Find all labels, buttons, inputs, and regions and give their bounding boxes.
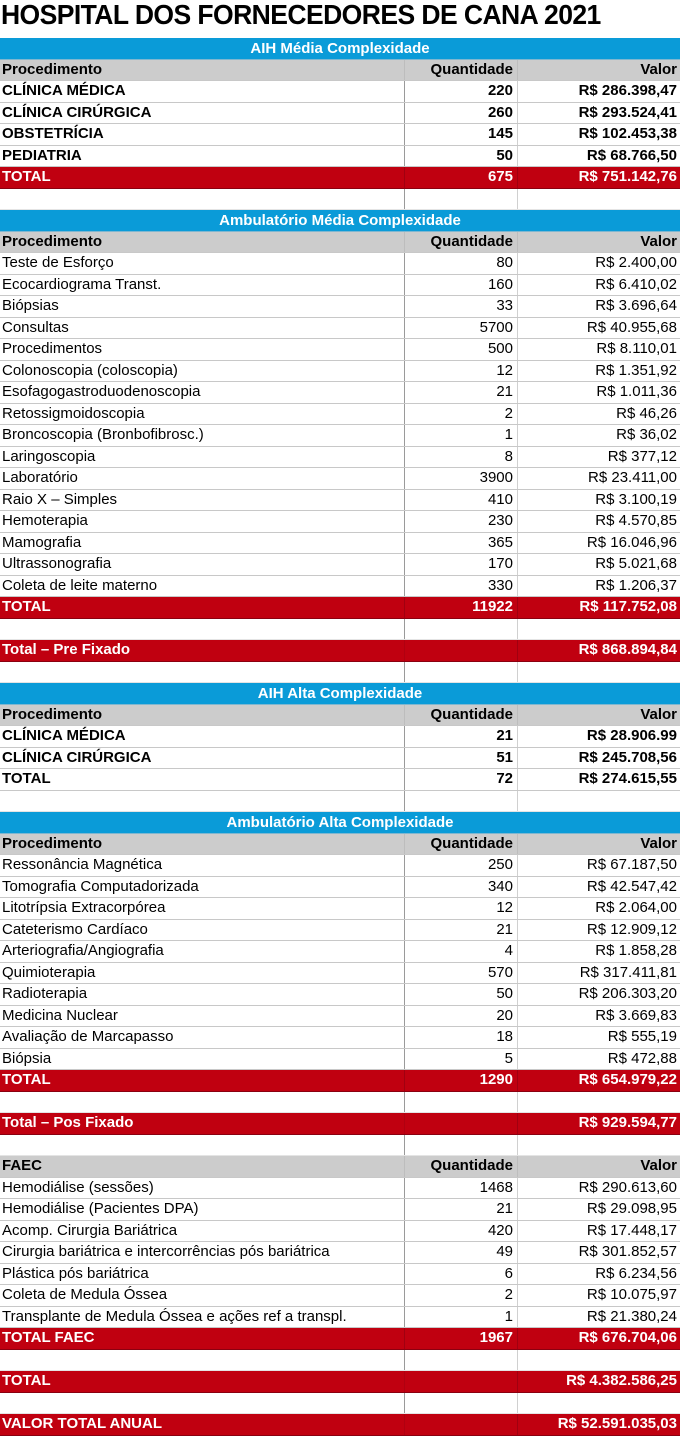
total-value: R$ 751.142,76: [578, 168, 677, 185]
column-header-quantidade: Quantidade: [405, 60, 518, 81]
total-value: R$ 868.894,84: [578, 641, 677, 658]
table-row[interactable]: [0, 425, 680, 447]
table-row[interactable]: [0, 920, 680, 942]
procedure-quantity: 365: [405, 533, 518, 554]
table-row[interactable]: [0, 81, 680, 103]
total-label: Total – Pre Fixado: [0, 640, 405, 661]
section-title-amb-media: Ambulatório Média Complexidade: [0, 210, 680, 232]
table-row[interactable]: [0, 1049, 680, 1071]
procedure-name: Coleta de leite materno: [0, 576, 405, 597]
table-row[interactable]: [0, 748, 680, 770]
column-header-quantidade: Quantidade: [405, 705, 518, 726]
column-header-row: [0, 834, 680, 856]
total-quantity: 1290: [405, 1070, 518, 1091]
table-row[interactable]: [0, 339, 680, 361]
procedure-name: Ressonância Magnética: [0, 855, 405, 876]
procedure-quantity: 340: [405, 877, 518, 898]
procedure-quantity: 145: [405, 124, 518, 145]
procedure-name: Laboratório: [0, 468, 405, 489]
total-label: TOTAL: [0, 1371, 405, 1392]
procedure-value: R$ 28.906.99: [586, 727, 677, 744]
procedure-value: R$ 3.100,19: [595, 490, 677, 508]
blank-cell: [405, 1135, 518, 1156]
procedure-name: Transplante de Medula Óssea e ações ref a transpl.: [0, 1307, 405, 1328]
procedure-value: R$ 8.110,01: [596, 340, 677, 357]
procedure-quantity: 51: [405, 748, 518, 769]
blank-cell: [405, 619, 518, 640]
procedure-name: Biópsia: [0, 1049, 405, 1070]
table-row[interactable]: [0, 941, 680, 963]
total-quantity-empty: [405, 1371, 518, 1392]
table-row[interactable]: [0, 963, 680, 985]
procedure-quantity: 160: [405, 275, 518, 296]
table-row[interactable]: [0, 1285, 680, 1307]
procedure-name: Coleta de Medula Óssea: [0, 1285, 405, 1306]
procedure-value: R$ 206.303,20: [578, 985, 677, 1002]
column-header-row: [0, 705, 680, 727]
table-row[interactable]: [0, 1027, 680, 1049]
procedure-value: R$ 23.411,00: [588, 469, 677, 486]
procedure-value: R$ 286.398,47: [578, 82, 677, 99]
total-pre-fixado-row: [0, 640, 680, 662]
total-quantity: 1967: [405, 1328, 518, 1349]
procedure-value: R$ 3.669,83: [595, 1006, 677, 1024]
procedure-name: OBSTETRÍCIA: [0, 124, 405, 145]
total-row-amb-media: [0, 597, 680, 619]
procedure-quantity: 1: [405, 425, 518, 446]
table-row[interactable]: [0, 1006, 680, 1028]
procedure-value: R$ 301.852,57: [578, 1243, 677, 1260]
procedure-quantity: 410: [405, 490, 518, 511]
procedure-name: Arteriografia/Angiografia: [0, 941, 405, 962]
total-label: TOTAL FAEC: [0, 1328, 405, 1349]
procedure-value: R$ 21.380,24: [586, 1307, 677, 1325]
spreadsheet-table: [0, 38, 680, 1436]
table-row[interactable]: [0, 275, 680, 297]
total-label: TOTAL: [0, 1070, 405, 1091]
procedure-value: R$ 10.075,97: [586, 1286, 677, 1303]
procedure-name: CLÍNICA CIRÚRGICA: [0, 103, 405, 124]
table-row[interactable]: [0, 103, 680, 125]
total-value: R$ 4.382.586,25: [566, 1372, 677, 1389]
procedure-quantity: 230: [405, 511, 518, 532]
procedure-value: R$ 40.955,68: [586, 318, 677, 336]
table-row[interactable]: [0, 296, 680, 318]
procedure-name: Esofagogastroduodenoscopia: [0, 382, 405, 403]
procedure-value: R$ 46,26: [616, 404, 677, 422]
procedure-name: Hemodiálise (sessões): [0, 1178, 405, 1199]
total-label: VALOR TOTAL ANUAL: [0, 1414, 405, 1435]
table-row[interactable]: [0, 576, 680, 598]
procedure-name: Cirurgia bariátrica e intercorrências pós bariátrica: [0, 1242, 405, 1263]
blank-row: [0, 1135, 680, 1157]
table-row[interactable]: [0, 361, 680, 383]
total-value: R$ 52.591.035,03: [557, 1415, 677, 1432]
column-header-valor: Valor: [640, 1157, 677, 1174]
column-header-row: [0, 60, 680, 82]
total-label: Total – Pos Fixado: [0, 1113, 405, 1134]
total-value: R$ 117.752,08: [579, 598, 677, 615]
procedure-quantity: 20: [405, 1006, 518, 1027]
procedure-quantity: 80: [405, 253, 518, 274]
procedure-value: R$ 29.098,95: [586, 1200, 677, 1217]
table-row[interactable]: [0, 533, 680, 555]
procedure-value: R$ 17.448,17: [586, 1221, 677, 1239]
procedure-quantity: 6: [405, 1264, 518, 1285]
table-row[interactable]: [0, 382, 680, 404]
total-row-amb-alta: [0, 1070, 680, 1092]
procedure-quantity: 5700: [405, 318, 518, 339]
column-header-valor: Valor: [640, 705, 677, 723]
blank-row: [0, 1092, 680, 1114]
table-row[interactable]: [0, 318, 680, 340]
total-quantity: 675: [405, 167, 518, 188]
procedure-name: CLÍNICA MÉDICA: [0, 81, 405, 102]
table-row[interactable]: [0, 1307, 680, 1329]
table-row[interactable]: [0, 877, 680, 899]
blank-cell: [405, 791, 518, 812]
table-row[interactable]: [0, 554, 680, 576]
blank-row: [0, 619, 680, 641]
blank-cell: [0, 1350, 405, 1371]
blank-cell: [518, 791, 680, 812]
column-header-procedimento: Procedimento: [0, 705, 405, 726]
procedure-quantity: 420: [405, 1221, 518, 1242]
column-header-valor: Valor: [640, 834, 677, 852]
procedure-quantity: 220: [405, 81, 518, 102]
blank-row: [0, 662, 680, 684]
total-quantity: 72: [405, 769, 518, 790]
total-row-aih-alta: [0, 769, 680, 791]
blank-cell: [518, 619, 680, 640]
procedure-name: Hemoterapia: [0, 511, 405, 532]
annual-total-row: [0, 1414, 680, 1436]
procedure-quantity: 330: [405, 576, 518, 597]
blank-cell: [518, 189, 680, 210]
total-value: R$ 654.979,22: [578, 1071, 677, 1088]
procedure-value: R$ 68.766,50: [586, 146, 677, 164]
procedure-name: Radioterapia: [0, 984, 405, 1005]
procedure-quantity: 12: [405, 898, 518, 919]
procedure-value: R$ 42.547,42: [586, 877, 677, 895]
procedure-value: R$ 290.613,60: [578, 1178, 677, 1196]
procedure-name: Hemodiálise (Pacientes DPA): [0, 1199, 405, 1220]
procedure-quantity: 250: [405, 855, 518, 876]
procedure-value: R$ 377,12: [607, 447, 677, 465]
table-row[interactable]: [0, 984, 680, 1006]
procedure-name: Mamografia: [0, 533, 405, 554]
blank-cell: [0, 662, 405, 683]
procedure-name: Biópsias: [0, 296, 405, 317]
total-row-faec: [0, 1328, 680, 1350]
procedure-quantity: 50: [405, 146, 518, 167]
procedure-name: Broncoscopia (Bronbofibrosc.): [0, 425, 405, 446]
procedure-name: CLÍNICA CIRÚRGICA: [0, 748, 405, 769]
procedure-name: Consultas: [0, 318, 405, 339]
procedure-name: Retossigmoidoscopia: [0, 404, 405, 425]
table-row[interactable]: [0, 253, 680, 275]
blank-cell: [0, 189, 405, 210]
procedure-name: PEDIATRIA: [0, 146, 405, 167]
procedure-quantity: 3900: [405, 468, 518, 489]
total-label: TOTAL: [0, 769, 405, 790]
procedure-value: R$ 4.570,85: [595, 512, 677, 529]
total-quantity: 11922: [405, 597, 518, 618]
procedure-value: R$ 3.696,64: [595, 297, 677, 314]
procedure-quantity: 500: [405, 339, 518, 360]
procedure-value: R$ 1.206,37: [595, 576, 677, 594]
total-pos-fixado-row: [0, 1113, 680, 1135]
procedure-quantity: 2: [405, 404, 518, 425]
procedure-quantity: 50: [405, 984, 518, 1005]
procedure-quantity: 2: [405, 1285, 518, 1306]
section-title-amb-alta: Ambulatório Alta Complexidade: [0, 812, 680, 834]
column-header-quantidade: Quantidade: [405, 232, 518, 253]
blank-cell: [405, 1092, 518, 1113]
procedure-name: CLÍNICA MÉDICA: [0, 726, 405, 747]
procedure-name: Avaliação de Marcapasso: [0, 1027, 405, 1048]
page-title: HOSPITAL DOS FORNECEDORES DE CANA 2021: [0, 0, 601, 30]
procedure-quantity: 1468: [405, 1178, 518, 1199]
column-header-quantidade: Quantidade: [405, 1156, 518, 1177]
procedure-quantity: 49: [405, 1242, 518, 1263]
blank-cell: [518, 1393, 680, 1414]
total-value: R$ 274.615,55: [578, 770, 677, 787]
grand-total-row: [0, 1371, 680, 1393]
procedure-name: Plástica pós bariátrica: [0, 1264, 405, 1285]
table-row[interactable]: [0, 511, 680, 533]
blank-cell: [518, 1350, 680, 1371]
procedure-value: R$ 1.858,28: [595, 942, 677, 959]
blank-row: [0, 791, 680, 813]
column-header-row: [0, 232, 680, 254]
procedure-value: R$ 6.410,02: [595, 275, 677, 293]
procedure-value: R$ 1.351,92: [595, 361, 677, 379]
table-row[interactable]: [0, 726, 680, 748]
table-row[interactable]: [0, 490, 680, 512]
procedure-quantity: 5: [405, 1049, 518, 1070]
total-label: TOTAL: [0, 597, 405, 618]
procedure-name: Ecocardiograma Transt.: [0, 275, 405, 296]
procedure-value: R$ 5.021,68: [595, 555, 677, 572]
procedure-value: R$ 1.011,36: [596, 383, 677, 400]
blank-cell: [0, 791, 405, 812]
table-row[interactable]: [0, 1178, 680, 1200]
blank-cell: [0, 619, 405, 640]
procedure-value: R$ 317.411,81: [579, 963, 677, 981]
procedure-name: Colonoscopia (coloscopia): [0, 361, 405, 382]
blank-cell: [405, 1393, 518, 1414]
procedure-quantity: 33: [405, 296, 518, 317]
column-header-procedimento: FAEC: [0, 1156, 405, 1177]
procedure-name: Cateterismo Cardíaco: [0, 920, 405, 941]
procedure-name: Raio X – Simples: [0, 490, 405, 511]
procedure-value: R$ 2.064,00: [595, 899, 677, 916]
procedure-quantity: 570: [405, 963, 518, 984]
procedure-quantity: 21: [405, 382, 518, 403]
blank-cell: [405, 189, 518, 210]
procedure-name: Ultrassonografia: [0, 554, 405, 575]
column-header-quantidade: Quantidade: [405, 834, 518, 855]
section-title-aih-media: AIH Média Complexidade: [0, 38, 680, 60]
column-header-valor: Valor: [640, 232, 677, 250]
procedure-quantity: 4: [405, 941, 518, 962]
procedure-value: R$ 2.400,00: [595, 254, 677, 271]
total-quantity-empty: [405, 1414, 518, 1435]
table-row[interactable]: [0, 404, 680, 426]
procedure-value: R$ 16.046,96: [586, 533, 677, 551]
table-row[interactable]: [0, 1242, 680, 1264]
procedure-value: R$ 102.453,38: [578, 125, 677, 142]
blank-cell: [518, 1092, 680, 1113]
section-title-aih-alta: AIH Alta Complexidade: [0, 683, 680, 705]
column-header-procedimento: Procedimento: [0, 60, 405, 81]
column-header-valor: Valor: [640, 60, 677, 78]
total-value: R$ 929.594,77: [578, 1114, 677, 1131]
table-row[interactable]: [0, 855, 680, 877]
procedure-quantity: 18: [405, 1027, 518, 1048]
table-row[interactable]: [0, 146, 680, 168]
procedure-value: R$ 67.187,50: [586, 856, 677, 873]
procedure-name: Teste de Esforço: [0, 253, 405, 274]
procedure-quantity: 21: [405, 1199, 518, 1220]
procedure-name: Acomp. Cirurgia Bariátrica: [0, 1221, 405, 1242]
procedure-value: R$ 472,88: [607, 1049, 677, 1067]
procedure-quantity: 260: [405, 103, 518, 124]
total-quantity-empty: [405, 640, 518, 661]
blank-cell: [405, 662, 518, 683]
table-row[interactable]: [0, 898, 680, 920]
procedure-quantity: 8: [405, 447, 518, 468]
blank-cell: [0, 1393, 405, 1414]
procedure-quantity: 170: [405, 554, 518, 575]
procedure-value: R$ 293.524,41: [578, 103, 677, 121]
procedure-value: R$ 6.234,56: [595, 1264, 677, 1282]
blank-cell: [0, 1135, 405, 1156]
table-row[interactable]: [0, 1264, 680, 1286]
procedure-name: Quimioterapia: [0, 963, 405, 984]
blank-row: [0, 189, 680, 211]
procedure-name: Medicina Nuclear: [0, 1006, 405, 1027]
blank-cell: [518, 662, 680, 683]
blank-row: [0, 1350, 680, 1372]
procedure-quantity: 21: [405, 920, 518, 941]
procedure-name: Tomografia Computadorizada: [0, 877, 405, 898]
column-header-procedimento: Procedimento: [0, 834, 405, 855]
blank-cell: [0, 1092, 405, 1113]
procedure-name: Procedimentos: [0, 339, 405, 360]
table-row[interactable]: [0, 124, 680, 146]
procedure-value: R$ 12.909,12: [586, 920, 677, 938]
column-header-procedimento: Procedimento: [0, 232, 405, 253]
blank-row: [0, 1393, 680, 1415]
table-row[interactable]: [0, 1221, 680, 1243]
procedure-name: Laringoscopia: [0, 447, 405, 468]
blank-cell: [518, 1135, 680, 1156]
table-row[interactable]: [0, 468, 680, 490]
column-header-row-faec: [0, 1156, 680, 1178]
procedure-value: R$ 36,02: [616, 426, 677, 443]
table-row[interactable]: [0, 1199, 680, 1221]
procedure-value: R$ 245.708,56: [578, 748, 677, 766]
total-value: R$ 676.704,06: [578, 1329, 677, 1346]
total-quantity-empty: [405, 1113, 518, 1134]
table-row[interactable]: [0, 447, 680, 469]
total-label: TOTAL: [0, 167, 405, 188]
procedure-quantity: 1: [405, 1307, 518, 1328]
total-row-aih-media: [0, 167, 680, 189]
procedure-quantity: 21: [405, 726, 518, 747]
procedure-name: Litotrípsia Extracorpórea: [0, 898, 405, 919]
blank-cell: [405, 1350, 518, 1371]
procedure-quantity: 12: [405, 361, 518, 382]
procedure-value: R$ 555,19: [607, 1028, 677, 1045]
